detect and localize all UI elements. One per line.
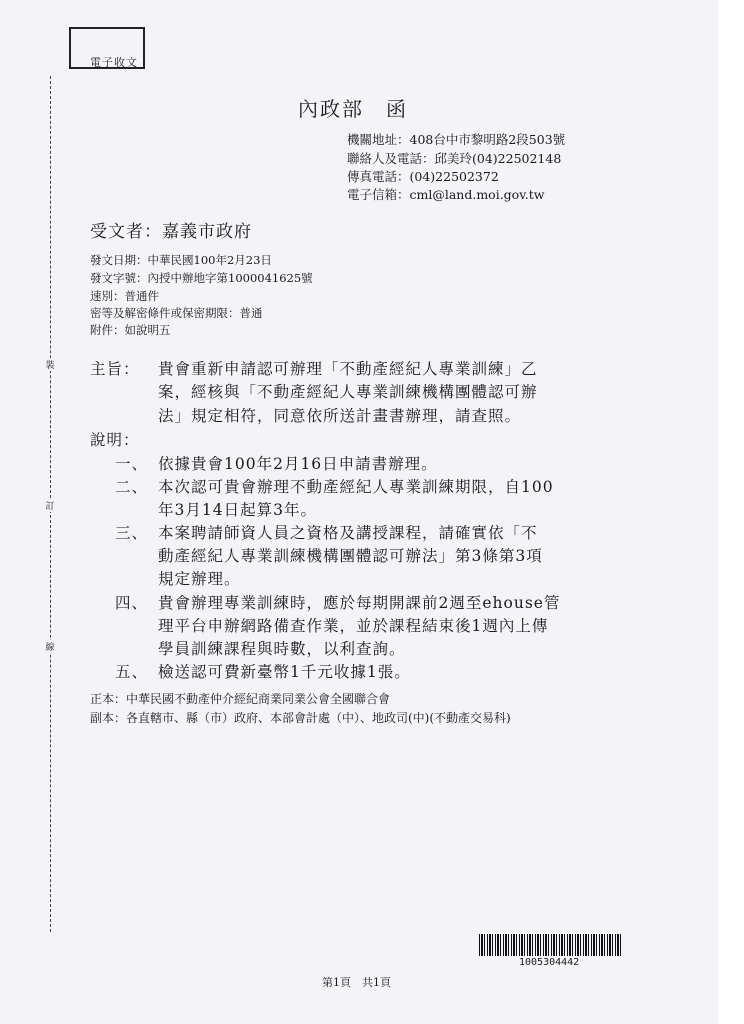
subject-line: 案，經核與「不動產經紀人專業訓練機構團體認可辦 (158, 383, 538, 401)
receiver: 受文者：嘉義市政府 (90, 222, 252, 242)
subject-line: 貴會重新申請認可辦理「不動產經紀人專業訓練」乙 (158, 360, 538, 378)
explanation-label: 說明： (90, 431, 140, 449)
item-line: 檢送認可費新臺幣1千元收據1張。 (158, 663, 411, 681)
copy-recipients: 副本：各直轄市、縣（市）政府、本部會計處（中）、地政司(中)(不動產交易科) (90, 711, 511, 725)
item-line: 本次認可貴會辦理不動產經紀人專業訓練期限，自100 (158, 478, 554, 496)
item-number: 四、 (115, 594, 149, 612)
binding-mark-zhuang: 裝 (43, 358, 57, 371)
barcode (479, 934, 621, 956)
item-line: 年3月14日起算3年。 (158, 501, 317, 519)
document-title: 內政部 函 (298, 97, 408, 121)
issue-date: 發文日期：中華民國100年2月23日 (90, 253, 272, 267)
attachment: 附件：如說明五 (90, 323, 171, 337)
sender-email: 電子信箱：cml@land.moi.gov.tw (347, 187, 545, 202)
item-line: 依據貴會100年2月16日申請書辦理。 (158, 455, 438, 473)
item-number: 三、 (115, 524, 149, 542)
binding-mark-xian: 線 (43, 640, 57, 653)
item-line: 學員訓練課程與時數，以利查詢。 (158, 640, 406, 658)
item-number: 一、 (115, 455, 149, 473)
item-line: 動產經紀人專業訓練機構團體認可辦法」第3條第3項 (158, 547, 543, 565)
paper-edge (718, 0, 744, 1024)
binding-mark-ding: 訂 (43, 499, 57, 512)
security-level: 密等及解密條件或保密期限：普通 (90, 306, 263, 320)
subject-line: 法」規定相符，同意依所送計畫書辦理，請查照。 (158, 407, 522, 425)
item-line: 本案聘請師資人員之資格及講授課程，請確實依「不 (158, 524, 538, 542)
sender-contact: 聯絡人及電話：邱美玲(04)22502148 (347, 151, 562, 166)
page-number: 第1頁 共1頁 (322, 976, 391, 989)
item-number: 二、 (115, 478, 149, 496)
item-line: 貴會辦理專業訓練時，應於每期開課前2週至ehouse管 (158, 594, 561, 612)
item-line: 理平台申辦網路備查作業，並於課程結束後1週內上傳 (158, 617, 549, 635)
document-number: 發文字號：內授中辦地字第1000041625號 (90, 271, 313, 285)
subject-label: 主旨： (90, 360, 140, 378)
urgency: 速別：普通件 (90, 289, 159, 303)
sender-address: 機關地址：408台中市黎明路2段503號 (347, 132, 566, 147)
original-recipient: 正本：中華民國不動產仲介經紀商業同業公會全國聯合會 (90, 692, 391, 706)
received-stamp-text: 電子收文 (90, 56, 138, 69)
barcode-number: 1005304442 (519, 957, 580, 968)
sender-fax: 傳真電話：(04)22502372 (347, 169, 499, 184)
item-number: 五、 (115, 663, 149, 681)
item-line: 規定辦理。 (158, 570, 241, 588)
